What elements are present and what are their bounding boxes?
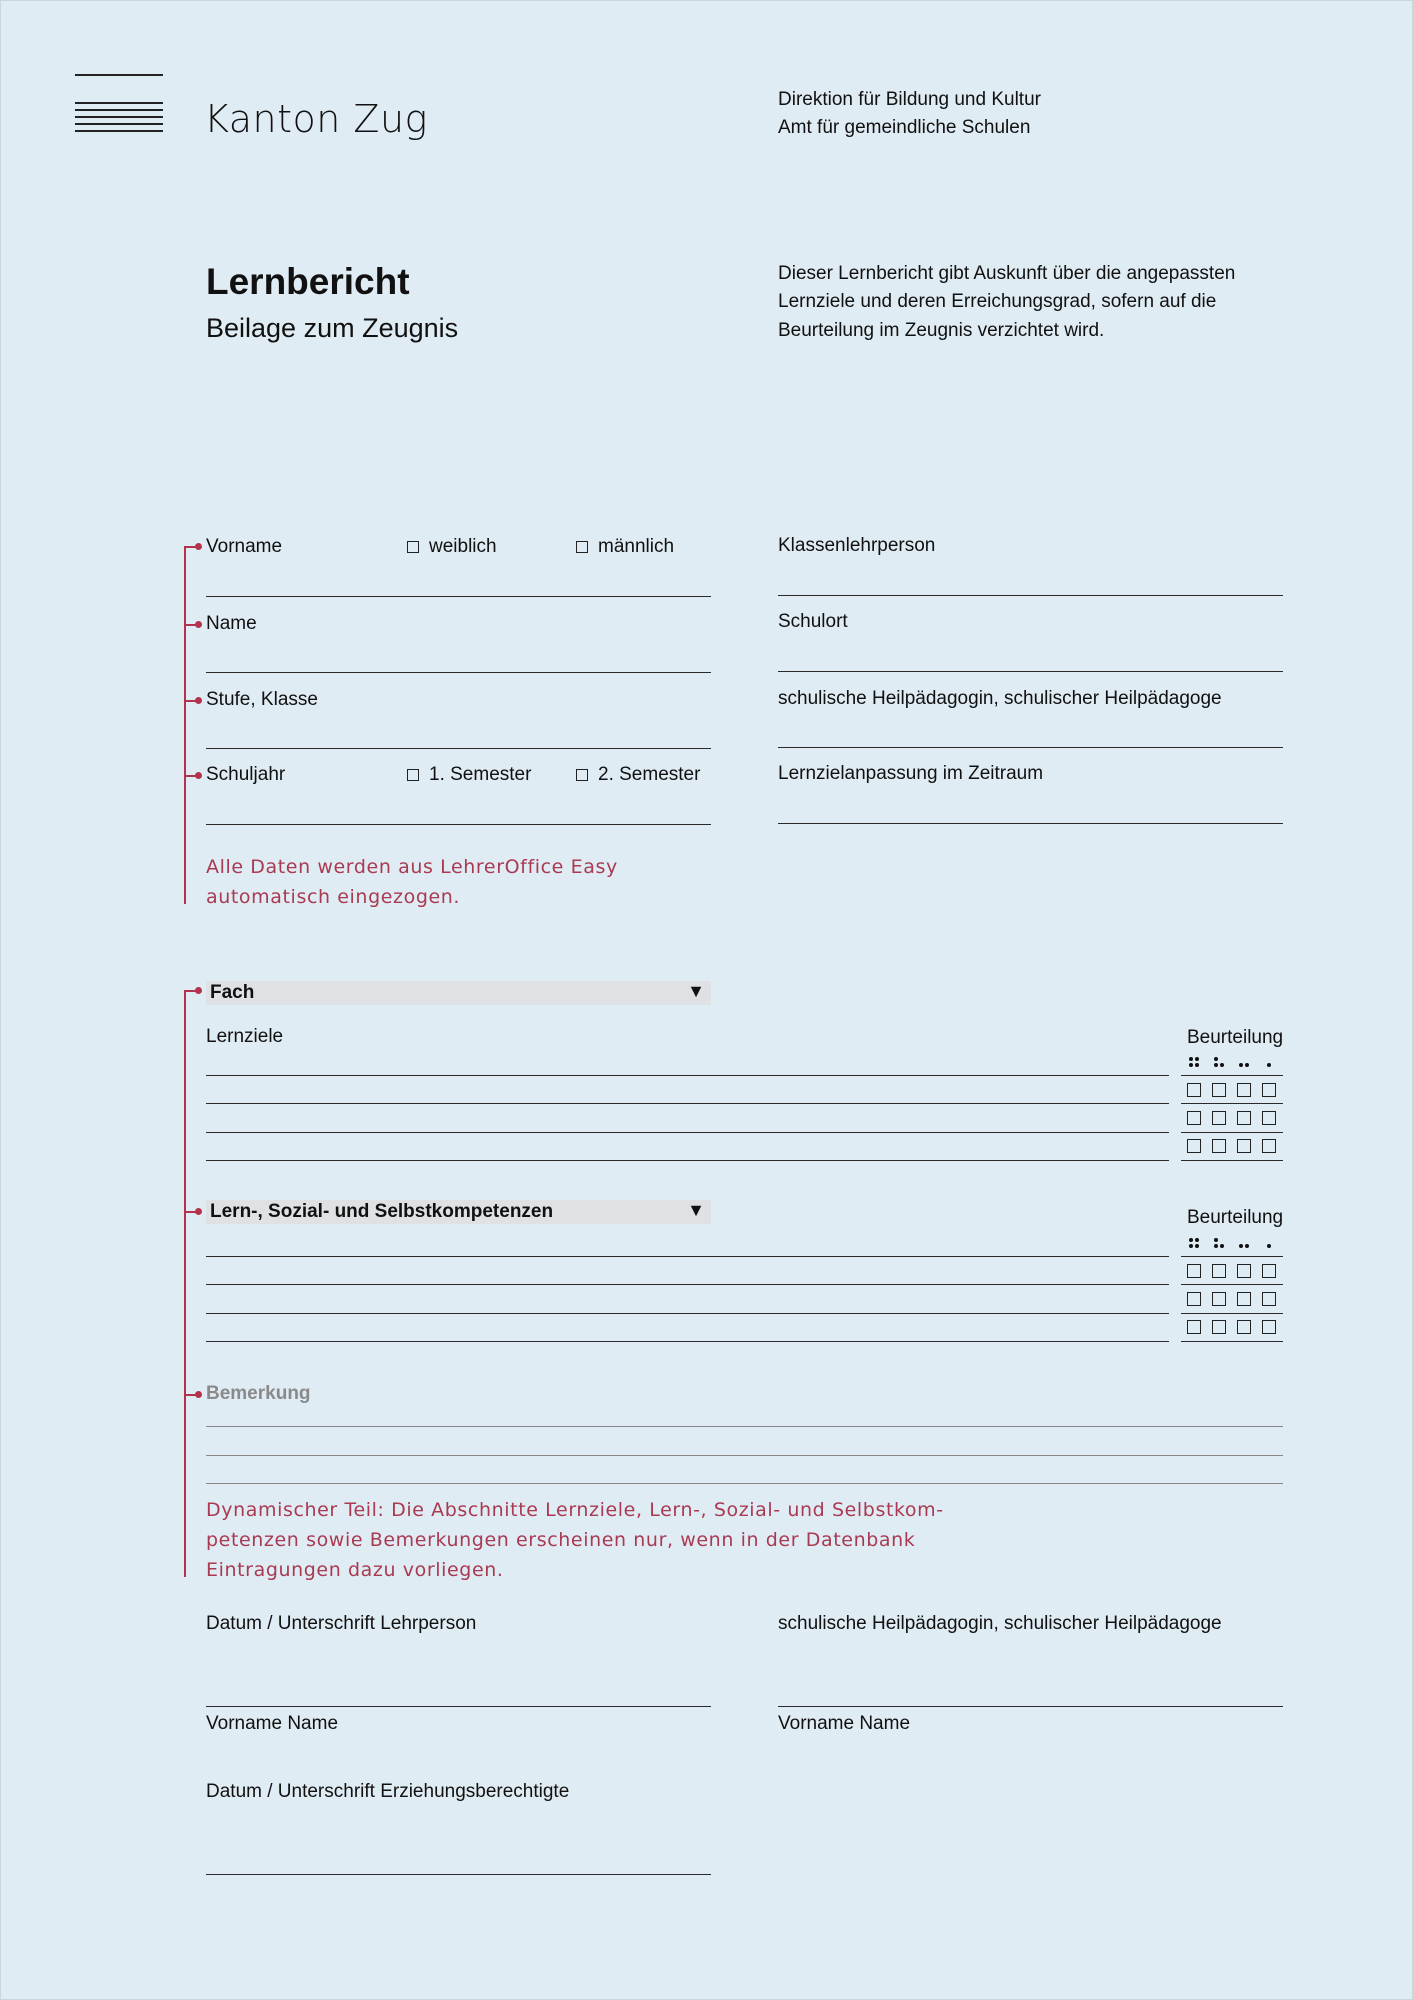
signature-erziehung-field[interactable] — [206, 1874, 711, 1875]
rating-2-dots-icon — [1238, 1063, 1250, 1067]
zeitraum-field[interactable] — [778, 823, 1283, 824]
bemerkung-line-3[interactable] — [206, 1483, 1283, 1484]
dynamic-section-note: Dynamischer Teil: Die Abschnitte Lernziele, Lern-, Sozial- und Selbstkom- petenzen sowie Bemerkungen erscheinen nur, wenn in der Datenbank Eintragungen dazu vorliegen. — [206, 1499, 944, 1581]
weiblich-option[interactable]: weiblich — [407, 536, 497, 558]
beurteilung-grid-1 — [1181, 1051, 1283, 1163]
lernziel-line-1[interactable] — [206, 1075, 1169, 1076]
rating-3-dots-icon — [1213, 1238, 1225, 1248]
page-subtitle: Beilage zum Zeugnis — [206, 313, 459, 343]
beurteilung-label-2: Beurteilung — [1187, 1207, 1284, 1228]
signature-erziehung-label: Datum / Unterschrift Erziehungsberechtigte — [206, 1781, 570, 1802]
rating-checkbox[interactable] — [1212, 1264, 1226, 1278]
rating-checkbox[interactable] — [1237, 1139, 1251, 1153]
rating-checkbox[interactable] — [1237, 1292, 1251, 1306]
section-bracket-subjects — [184, 990, 186, 1577]
rating-checkbox[interactable] — [1187, 1292, 1201, 1306]
name-field[interactable] — [206, 672, 711, 673]
bemerkung-line-2[interactable] — [206, 1455, 1283, 1456]
rating-checkbox[interactable] — [1212, 1292, 1226, 1306]
vorname-name-right: Vorname Name — [778, 1713, 911, 1734]
lernziel-line-3[interactable] — [206, 1132, 1169, 1133]
semester2-checkbox[interactable] — [576, 769, 588, 781]
page-title: Lernbericht — [206, 261, 410, 302]
kompetenz-line-1[interactable] — [206, 1256, 1169, 1257]
lernziel-line-4[interactable] — [206, 1160, 1169, 1161]
rating-4-dots-icon — [1188, 1057, 1200, 1067]
rating-checkbox[interactable] — [1187, 1320, 1201, 1334]
rating-1-dot-icon — [1263, 1244, 1275, 1248]
maennlich-option[interactable]: männlich — [576, 536, 674, 558]
rating-3-dots-icon — [1213, 1057, 1225, 1067]
rating-checkbox[interactable] — [1187, 1264, 1201, 1278]
rating-checkbox[interactable] — [1262, 1083, 1276, 1097]
intro-description-2: Lernziele und deren Erreichungsgrad, sofern auf die — [778, 291, 1217, 312]
rating-checkbox[interactable] — [1237, 1264, 1251, 1278]
klassenlehrperson-field[interactable] — [778, 595, 1283, 596]
schuljahr-label: Schuljahr — [206, 764, 286, 785]
weiblich-checkbox[interactable] — [407, 541, 419, 553]
rating-checkbox[interactable] — [1237, 1083, 1251, 1097]
department-line-2: Amt für gemeindliche Schulen — [778, 117, 1031, 138]
stufe-field[interactable] — [206, 748, 711, 749]
dropdown-arrow-icon: ▼ — [687, 1200, 705, 1220]
rating-checkbox[interactable] — [1212, 1111, 1226, 1125]
kompetenzen-dropdown[interactable]: Lern-, Sozial- und Selbstkompetenzen ▼ — [206, 1200, 711, 1224]
signature-heilpaed-label: schulische Heilpädagogin, schulischer Heilpädagoge — [778, 1613, 1222, 1634]
signature-heilpaed-field[interactable] — [778, 1706, 1283, 1707]
section-bracket-student — [184, 546, 186, 904]
schulort-label: Schulort — [778, 611, 848, 632]
bemerkung-line-1[interactable] — [206, 1426, 1283, 1427]
zeitraum-label: Lernzielanpassung im Zeitraum — [778, 763, 1044, 784]
rating-checkbox[interactable] — [1212, 1320, 1226, 1334]
vorname-label: Vorname — [206, 536, 283, 557]
intro-description-1: Dieser Lernbericht gibt Auskunft über die angepassten — [778, 263, 1236, 284]
heilpaed-field[interactable] — [778, 747, 1283, 748]
bemerkung-label: Bemerkung — [206, 1383, 311, 1404]
rating-checkbox[interactable] — [1212, 1139, 1226, 1153]
beurteilung-grid-2 — [1181, 1232, 1283, 1344]
rating-checkbox[interactable] — [1212, 1083, 1226, 1097]
rating-checkbox[interactable] — [1262, 1264, 1276, 1278]
rating-2-dots-icon — [1238, 1244, 1250, 1248]
semester2-option[interactable]: 2. Semester — [576, 764, 700, 786]
kompetenz-line-2[interactable] — [206, 1284, 1169, 1285]
rating-checkbox[interactable] — [1262, 1139, 1276, 1153]
data-source-note: Alle Daten werden aus LehrerOffice Easy automatisch eingezogen. — [206, 856, 618, 908]
signature-lehrperson-field[interactable] — [206, 1706, 711, 1707]
brand-name: Kanton Zug — [204, 97, 428, 141]
rating-checkbox[interactable] — [1187, 1111, 1201, 1125]
rating-1-dot-icon — [1263, 1063, 1275, 1067]
beurteilung-label-1: Beurteilung — [1187, 1027, 1284, 1048]
rating-checkbox[interactable] — [1262, 1292, 1276, 1306]
kompetenz-line-4[interactable] — [206, 1341, 1169, 1342]
vorname-field[interactable] — [206, 596, 711, 597]
kompetenz-line-3[interactable] — [206, 1313, 1169, 1314]
rating-checkbox[interactable] — [1187, 1139, 1201, 1153]
rating-checkbox[interactable] — [1262, 1111, 1276, 1125]
fach-dropdown[interactable]: Fach ▼ — [206, 981, 711, 1005]
rating-checkbox[interactable] — [1187, 1083, 1201, 1097]
semester1-option[interactable]: 1. Semester — [407, 764, 531, 786]
rating-checkbox[interactable] — [1262, 1320, 1276, 1334]
heilpaed-label: schulische Heilpädagogin, schulischer Heilpädagoge — [778, 688, 1222, 709]
signature-lehrperson-label: Datum / Unterschrift Lehrperson — [206, 1613, 477, 1634]
department-line-1: Direktion für Bildung und Kultur — [778, 89, 1041, 110]
rating-4-dots-icon — [1188, 1238, 1200, 1248]
lernziel-line-2[interactable] — [206, 1103, 1169, 1104]
klassenlehrperson-label: Klassenlehrperson — [778, 535, 936, 556]
maennlich-checkbox[interactable] — [576, 541, 588, 553]
dropdown-arrow-icon: ▼ — [687, 981, 705, 1001]
schuljahr-field[interactable] — [206, 824, 711, 825]
rating-checkbox[interactable] — [1237, 1320, 1251, 1334]
schulort-field[interactable] — [778, 671, 1283, 672]
rating-checkbox[interactable] — [1237, 1111, 1251, 1125]
kanton-logo-icon — [75, 74, 163, 134]
lernziele-label: Lernziele — [206, 1026, 284, 1047]
stufe-label: Stufe, Klasse — [206, 689, 318, 710]
vorname-name-left: Vorname Name — [206, 1713, 339, 1734]
intro-description-3: Beurteilung im Zeugnis verzichtet wird. — [778, 320, 1105, 341]
name-label: Name — [206, 613, 257, 634]
semester1-checkbox[interactable] — [407, 769, 419, 781]
